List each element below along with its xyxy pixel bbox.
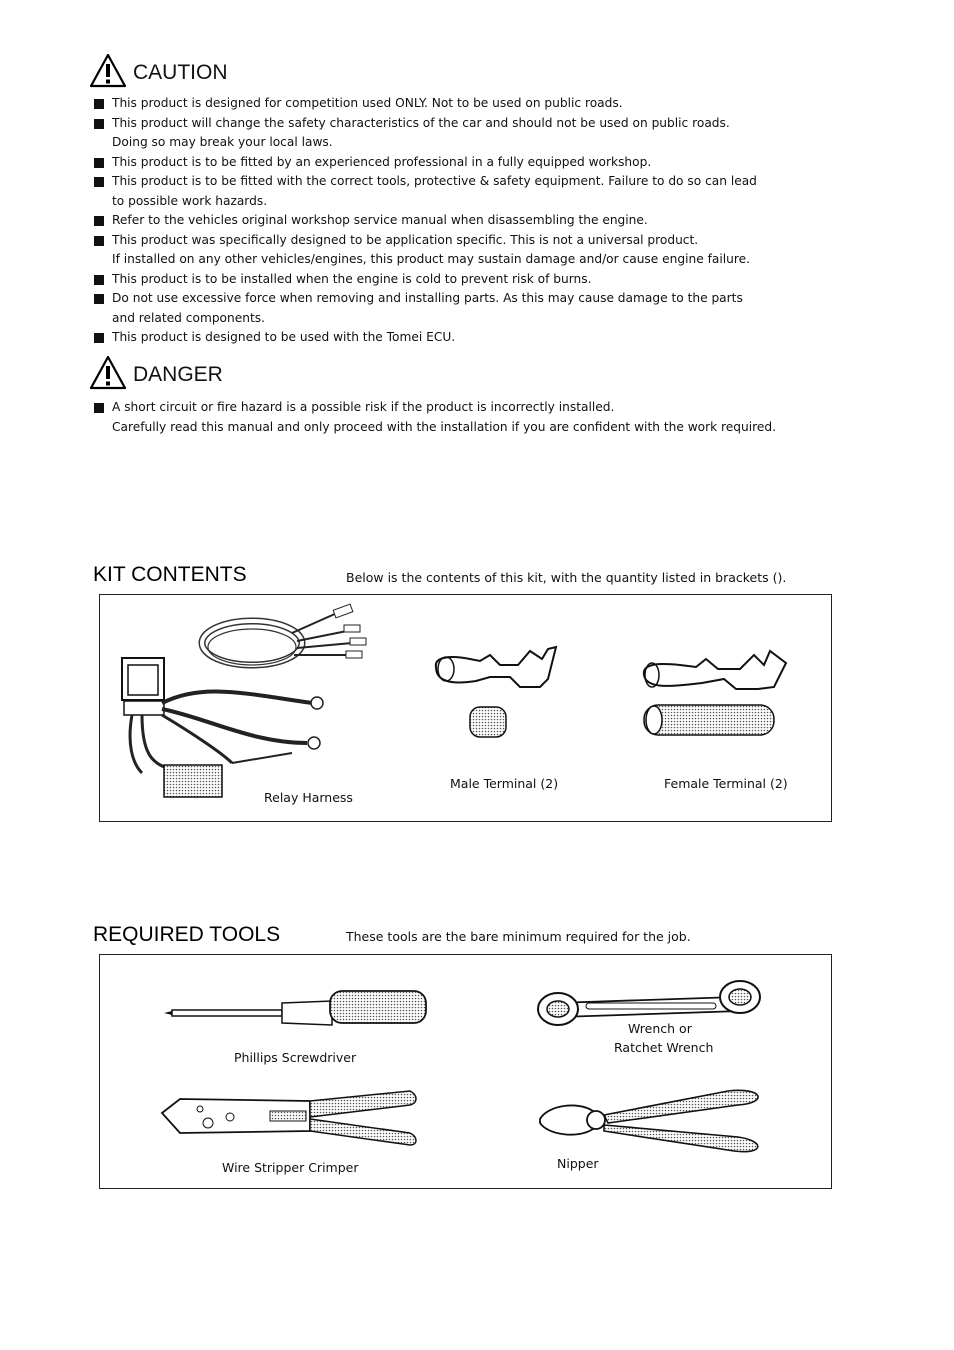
nipper-image — [538, 1085, 768, 1155]
bullet-text: Carefully read this manual and only proceed with the installation if you are confident with the work required. — [112, 419, 776, 434]
bullet-square-icon — [94, 294, 104, 304]
bullet-text: This product is to be installed when the engine is cold to prevent risk of burns. — [112, 271, 592, 286]
bullet-text: This product is to be fitted with the correct tools, protective & safety equipment. Failure to do so can lead — [112, 174, 757, 188]
bullet-text: This product will change the safety characteristics of the car and should not be used on public roads. — [112, 115, 730, 130]
bullet-text: Do not use excessive force when removing and installing parts. As this may cause damage to the parts — [112, 291, 743, 305]
bullet-item — [94, 94, 757, 114]
bullet-text: This product is designed for competition used ONLY. Not to be used on public roads. — [112, 96, 623, 110]
male-terminal-image — [430, 637, 580, 757]
bullet-item — [94, 289, 757, 328]
bullet-text: If installed on any other vehicles/engines, this product may sustain damage and/or cause engine failure. — [112, 252, 750, 266]
bullet-text: Doing so may break your local laws. — [112, 135, 333, 149]
danger-list — [94, 398, 776, 437]
bullet-item — [94, 172, 757, 211]
bullet-text: A short circuit or fire hazard is a possible risk if the product is incorrectly installed. — [112, 400, 615, 414]
screwdriver-caption: Phillips Screwdriver — [234, 1050, 357, 1065]
bullet-square-icon — [94, 403, 104, 413]
bullet-item — [94, 211, 757, 231]
bullet-text: This product is to be fitted by an experienced professional in a fully equipped workshop. — [112, 154, 652, 169]
bullet-text: Refer to the vehicles original workshop service manual when disassembling the engine. — [112, 213, 648, 227]
bullet-text: to possible work hazards. — [112, 193, 268, 208]
bullet-item — [94, 328, 757, 348]
required-tools-note: These tools are the bare minimum required for the job. — [346, 929, 691, 944]
female-terminal-image — [640, 645, 800, 745]
bullet-item — [94, 231, 757, 270]
required-tools-title: REQUIRED TOOLS — [93, 923, 281, 946]
bullet-square-icon — [94, 119, 104, 129]
bullet-text: This product is designed to be used with the Tomei ECU. — [112, 330, 456, 344]
required-tools-box — [99, 954, 832, 1189]
wrench-caption-line2: Ratchet Wrench — [614, 1040, 714, 1055]
wrench-caption-line1: Wrench or — [628, 1021, 692, 1036]
caution-title: CAUTION — [133, 61, 228, 84]
bullet-square-icon — [94, 99, 104, 109]
female-terminal-caption: Female Terminal (2) — [664, 776, 788, 791]
bullet-text: and related components. — [112, 310, 265, 325]
caution-warning-icon — [89, 53, 127, 89]
bullet-square-icon — [94, 216, 104, 226]
danger-title: DANGER — [133, 363, 223, 386]
bullet-item — [94, 398, 776, 437]
kit-contents-box — [99, 594, 832, 822]
relay-harness-image — [112, 603, 382, 803]
bullet-item — [94, 270, 757, 290]
bullet-item — [94, 153, 757, 173]
danger-warning-icon — [89, 355, 127, 391]
caution-list — [94, 94, 757, 348]
relay-harness-caption: Relay Harness — [264, 790, 353, 805]
bullet-item — [94, 114, 757, 153]
screwdriver-image — [162, 985, 432, 1025]
male-terminal-caption: Male Terminal (2) — [450, 776, 559, 791]
bullet-square-icon — [94, 275, 104, 285]
kit-contents-note: Below is the contents of this kit, with the quantity listed in brackets (). — [346, 570, 787, 585]
wire-stripper-crimper-image — [160, 1087, 420, 1149]
bullet-square-icon — [94, 333, 104, 343]
crimper-caption: Wire Stripper Crimper — [222, 1160, 359, 1175]
bullet-square-icon — [94, 158, 104, 168]
bullet-square-icon — [94, 236, 104, 246]
bullet-square-icon — [94, 177, 104, 187]
nipper-caption: Nipper — [557, 1156, 599, 1171]
kit-contents-title: KIT CONTENTS — [93, 563, 247, 586]
bullet-text: This product was specifically designed to be application specific. This is not a universal product. — [112, 232, 699, 247]
